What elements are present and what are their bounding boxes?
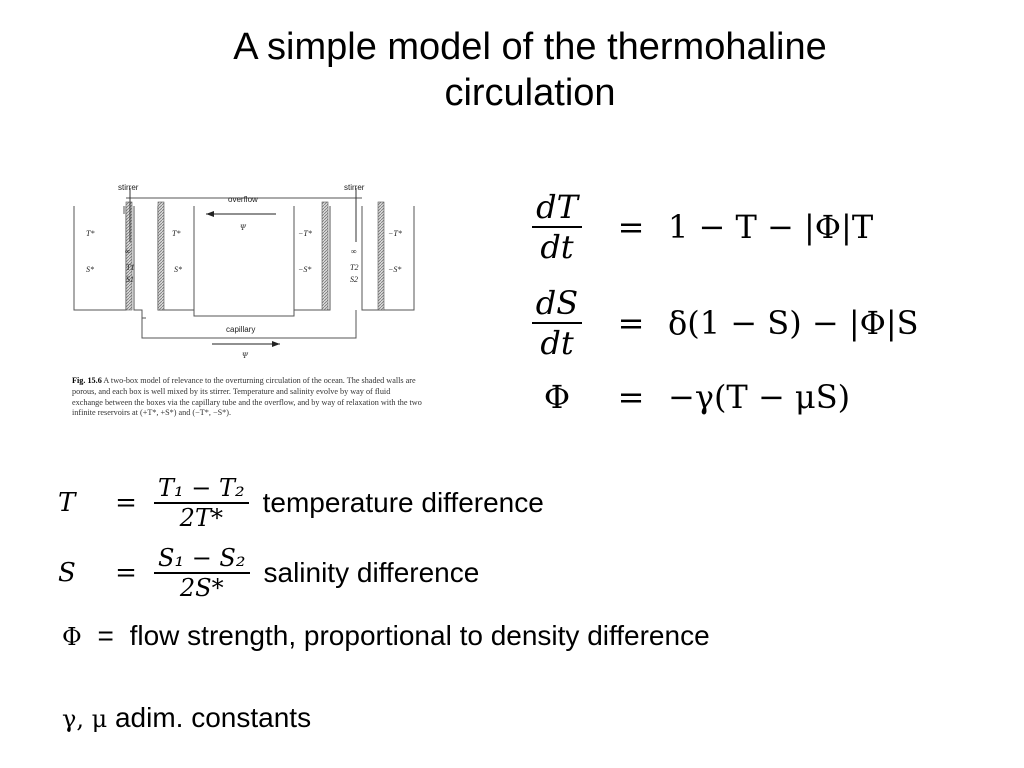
inner-right-S: −S* xyxy=(298,265,312,274)
definition-phi xyxy=(62,620,710,652)
definition-T xyxy=(58,474,544,532)
equals-sign: = xyxy=(115,488,137,518)
dT-rhs: 1 − T − |Φ|T xyxy=(668,208,874,246)
porous-wall-left xyxy=(126,202,135,310)
slide-title xyxy=(100,24,960,116)
definition-constants xyxy=(62,702,311,734)
s2-label: S2 xyxy=(350,275,358,284)
two-box-diagram xyxy=(66,178,422,378)
equals-sign: = xyxy=(617,208,645,246)
overflow-label: overflow xyxy=(228,195,258,204)
equation-dS xyxy=(520,284,919,362)
gamma-mu-symbols: γ, μ xyxy=(62,705,108,733)
porous-wall-right xyxy=(378,202,384,310)
title-line-1: A simple model of the thermohaline xyxy=(233,26,827,68)
caption-label: Fig. 15.6 xyxy=(72,376,102,385)
infinity-right: ∞ xyxy=(351,247,357,256)
s1-label: S1 xyxy=(126,275,134,284)
psi-bottom-label: Ψ xyxy=(242,351,248,360)
phi-rhs: −γ(T − μS) xyxy=(668,378,851,416)
S-fraction xyxy=(154,544,250,602)
definition-S xyxy=(58,544,479,602)
porous-wall-inner-right xyxy=(322,202,328,310)
T-numerator: T₁ − T₂ xyxy=(154,474,249,504)
S-numerator: S₁ − S₂ xyxy=(154,544,250,574)
infinity-left: ∞ xyxy=(125,247,131,256)
phi-lhs: Φ xyxy=(543,378,571,416)
constants-description: adim. constants xyxy=(114,702,312,733)
capillary-arrow xyxy=(272,341,280,347)
dT-dt-fraction xyxy=(532,188,582,266)
phi-symbol: Φ xyxy=(62,623,82,651)
equation-phi xyxy=(520,378,850,416)
figure-caption xyxy=(72,376,422,419)
capillary-label: capillary xyxy=(226,325,256,334)
stirrer-right-label: stirrer xyxy=(344,183,365,192)
T-denominator: 2T* xyxy=(179,504,223,532)
psi-top-label: Ψ xyxy=(240,223,246,232)
phi-description: flow strength, proportional to density difference xyxy=(129,620,710,651)
dS-rhs: δ(1 − S) − |Φ|S xyxy=(668,304,919,342)
left-reservoir-S: S* xyxy=(86,265,94,274)
inner-right-T: −T* xyxy=(298,229,312,238)
inner-left-T: T* xyxy=(172,229,181,238)
S-denominator: 2S* xyxy=(179,574,224,602)
equals-sign: = xyxy=(97,620,114,651)
overflow-arrow xyxy=(206,211,214,217)
equals-sign: = xyxy=(115,558,137,588)
T-symbol: T xyxy=(58,488,76,518)
dS-denominator: dt xyxy=(540,324,574,362)
right-reservoir-S: −S* xyxy=(388,265,402,274)
dS-numerator: dS xyxy=(532,284,582,324)
T-description: temperature difference xyxy=(262,487,544,518)
dS-dt-fraction xyxy=(532,284,582,362)
stirrer-left-label: stirrer xyxy=(118,183,139,192)
T-fraction xyxy=(154,474,249,532)
equals-sign: = xyxy=(617,304,645,342)
caption-text: A two-box model of relevance to the overturning circulation of the ocean. The shaded walls are porous, and each box is well mixed by its stirrer. Temperature and salinity evolve by way of fluid exchange between the boxes via the capillary tube and the overflow, and by way of relaxation with the two infinite reservoirs at (+T*, +S*) and (−T*, −S*). xyxy=(72,376,422,418)
title-line-2: circulation xyxy=(444,72,616,114)
equation-dT xyxy=(520,188,873,266)
equals-sign: = xyxy=(617,378,645,416)
dT-numerator: dT xyxy=(532,188,582,228)
inner-left-S: S* xyxy=(174,265,182,274)
porous-wall-inner-left xyxy=(158,202,164,310)
right-reservoir-T: −T* xyxy=(388,229,402,238)
t1-label: T1 xyxy=(126,263,135,272)
dT-denominator: dt xyxy=(540,228,574,266)
S-symbol: S xyxy=(58,558,76,588)
left-reservoir-T: T* xyxy=(86,229,95,238)
t2-label: T2 xyxy=(350,263,359,272)
S-description: salinity difference xyxy=(263,557,480,588)
